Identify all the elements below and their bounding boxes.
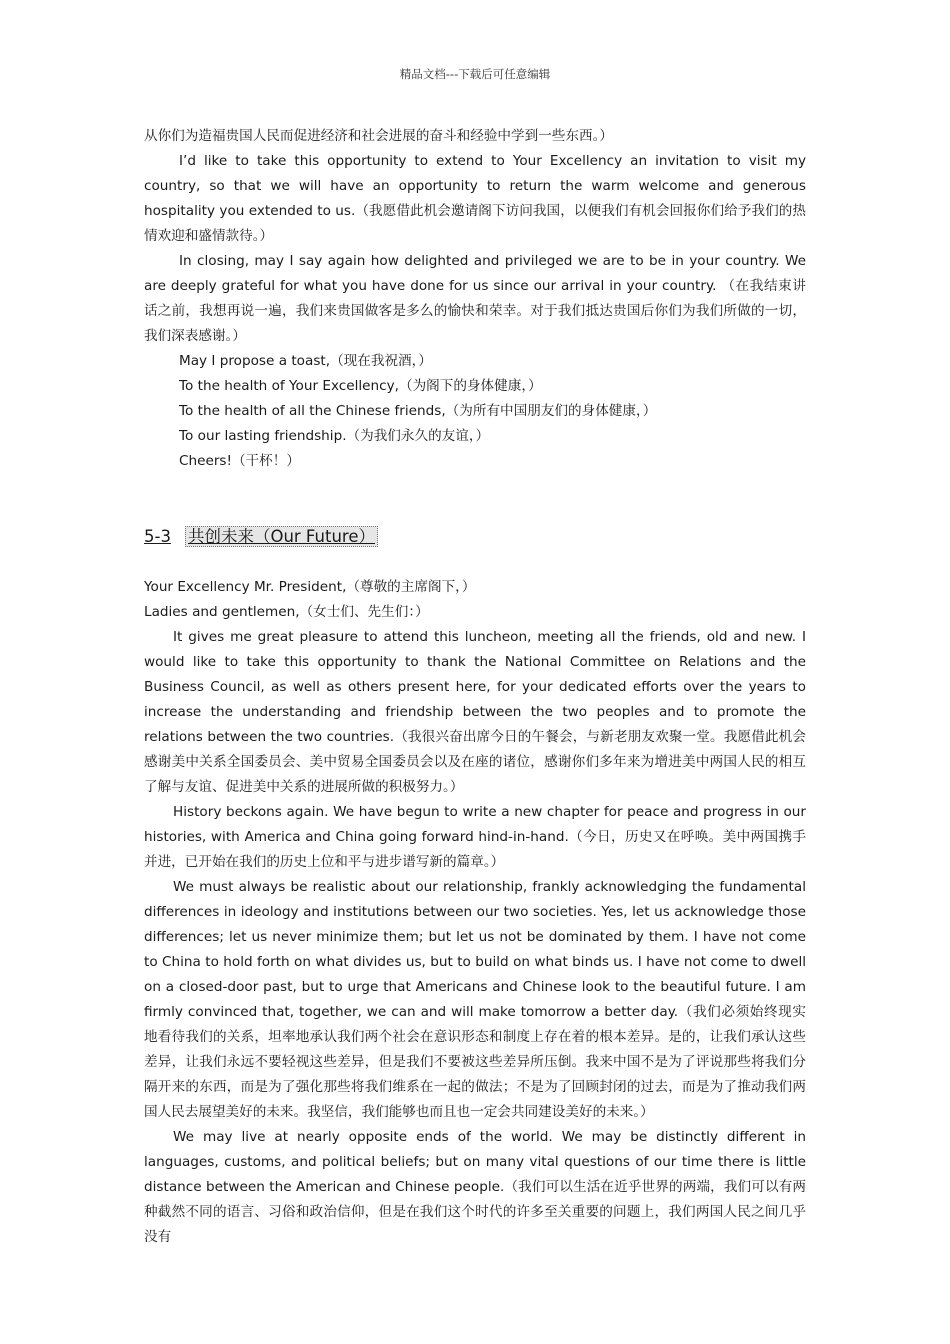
paragraph-invitation: I’d like to take this opportunity to extend to Your Excellency an invitation to visit my country, so that we will have an opportunity to return the warm welcome and generous hospitality you extended to us.（我愿借此机会邀请阁下访问我国，以便我们有机会回报你们给予我们的热情欢迎和盛情款待。） [144,153,806,244]
paragraph-realistic: We must always be realistic about our relationship, frankly acknowledging the fundamental differences in ideology and institutions between our two societies. Yes, let us acknowledge those differences; let us never minimize them; but let us not be dominated by them. I have not come to China to hold forth on what divides us, but to build on what binds us. I have not come to dwell on a closed-door past, but to urge that Americans and Chinese look to the beautiful future. I am firmly convinced that, together, we can and will make tomorrow a better day.（我们必须始终现实地看待我们的关系，坦率地承认我们两个社会在意识形态和制度上存在着的根本差异。是的，让我们承认这些差异，让我们永远不要轻视这些差异，但是我们不要被这些差异所压倒。我来中国不是为了评说那些将我们分隔开来的东西，而是为了强化那些将我们维系在一起的做法；不是为了回顾封闭的过去，而是为了推动我们两国人民去展望美好的未来。我坚信，我们能够也而且也一定会共同建设美好的未来。） [144,879,806,1120]
section-heading [144,524,806,550]
spacer [144,550,806,575]
toast-line: Cheers!（干杯！） [179,453,300,469]
toast-line: May I propose a toast,（现在我祝酒，） [179,353,433,369]
toast-line: To the health of all the Chinese friends,（为所有中国朋友们的身体健康，） [179,403,657,419]
paragraph-opposite-ends: We may live at nearly opposite ends of the world. We may be distinctly different in languages, customs, and political beliefs; but on many vital questions of our time there is little distance between the American and Chinese people.（我们可以生活在近乎世界的两端，我们可以有两种截然不同的语言、习俗和政治信仰，但是在我们这个时代的许多至关重要的问题上，我们两国人民之间几乎没有 [144,1129,806,1245]
section-title: 共创未来（Our Future） [185,526,378,547]
document-body [144,124,806,1250]
page-header: 精品文档---下载后可任意编辑 [399,67,551,81]
paragraph-history: History beckons again. We have begun to write a new chapter for peace and progress in our histories, with America and China going forward hind-in-hand.（今日，历史又在呼唤。美中两国携手并进，已开始在我们的历史上位和平与进步谱写新的篇章。） [144,804,806,870]
paragraph-luncheon: It gives me great pleasure to attend this luncheon, meeting all the friends, old and new. I would like to take this opportunity to thank the National Committee on Relations and the Business Council, as well as others present here, for your dedicated efforts over the years to increase the understanding and friendship between the two peoples and to promote the relations between the two countries.（我很兴奋出席今日的午餐会，与新老朋友欢聚一堂。我愿借此机会感谢美中关系全国委员会、美中贸易全国委员会以及在座的诸位，感谢你们多年来为增进美中两国人民的相互了解与友谊、促进美中关系的进展所做的积极努力。） [144,629,806,795]
salutation: Ladies and gentlemen,（女士们、先生们：） [144,604,429,620]
section-number: 5-3 [144,527,171,546]
salutation: Your Excellency Mr. President,（尊敬的主席阁下，） [144,579,476,595]
toast-line: To our lasting friendship.（为我们永久的友谊，） [179,428,490,444]
paragraph-closing: In closing, may I say again how delighted and privileged we are to be in your country. We are deeply grateful for what you have done for us since our arrival in your country. （在我结束讲话之前，我想再说一遍，我们来贵国做客是多么的愉快和荣幸。对于我们抵达贵国后你们为我们所做的一切，我们深表感谢。） [144,253,806,344]
paragraph-continued: 从你们为造福贵国人民而促进经济和社会进展的奋斗和经验中学到一些东西。） [144,128,613,144]
spacer [144,474,806,524]
toast-line: To the health of Your Excellency,（为阁下的身体健康，） [179,378,542,394]
